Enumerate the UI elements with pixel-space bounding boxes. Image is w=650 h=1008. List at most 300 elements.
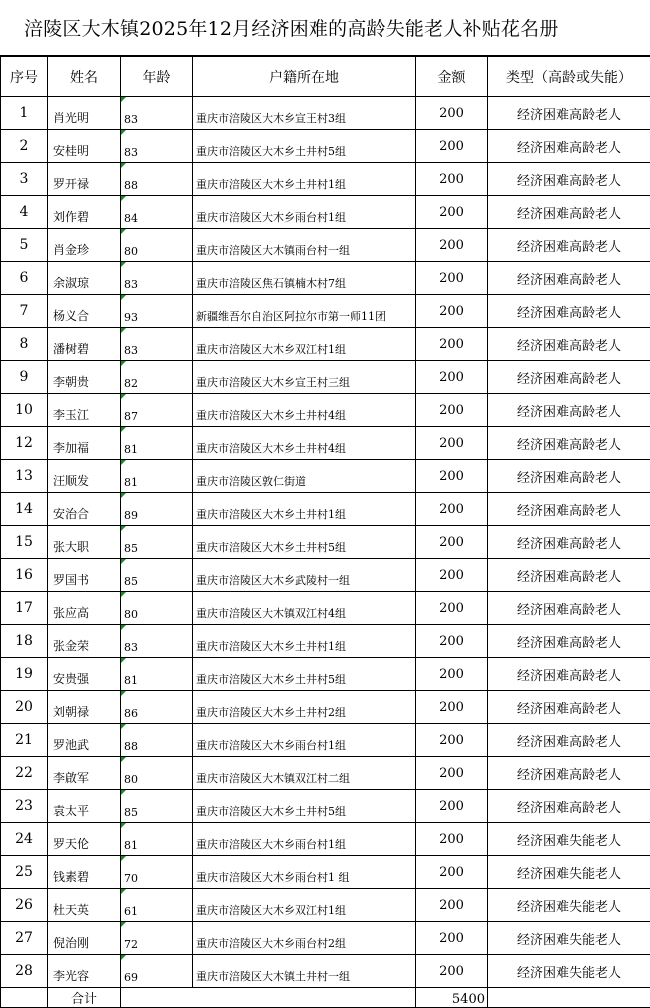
row-address-text: 重庆市涪陵区大木乡土井村1组 <box>196 508 346 521</box>
row-address[interactable] <box>193 196 416 229</box>
row-name-text: 李光容 <box>53 969 90 983</box>
table-row <box>1 229 650 262</box>
row-name[interactable] <box>48 922 121 955</box>
row-name-text: 袁太平 <box>53 804 90 818</box>
row-type-text: 经济困难高龄老人 <box>516 305 621 321</box>
row-amount[interactable] <box>416 97 488 130</box>
row-amount[interactable] <box>416 361 488 394</box>
row-amount[interactable] <box>416 328 488 361</box>
row-amount[interactable] <box>416 394 488 427</box>
header-age: 年龄 <box>121 57 193 97</box>
total-amount: 5400 <box>416 988 488 1008</box>
row-type[interactable] <box>488 790 650 823</box>
row-age[interactable] <box>121 790 193 823</box>
row-amount[interactable] <box>416 790 488 823</box>
row-name[interactable] <box>48 295 121 328</box>
row-type-text: 经济困难失能老人 <box>516 965 621 981</box>
row-address[interactable] <box>193 790 416 823</box>
row-type-text: 经济困难高龄老人 <box>516 536 621 552</box>
row-address[interactable] <box>193 229 416 262</box>
row-age[interactable] <box>121 229 193 262</box>
row-age[interactable] <box>121 757 193 790</box>
row-type[interactable] <box>488 163 650 196</box>
table-row <box>1 196 650 229</box>
row-number-text: 17 <box>15 600 33 616</box>
header-no: 序号 <box>1 57 48 97</box>
table-row <box>1 889 650 922</box>
row-number[interactable] <box>1 724 48 757</box>
row-address-text: 重庆市涪陵区大木乡双江村1组 <box>196 904 346 917</box>
row-age[interactable] <box>121 460 193 493</box>
row-number[interactable] <box>1 97 48 130</box>
row-number-text: 6 <box>19 270 29 286</box>
row-name-text: 杨义合 <box>53 309 90 323</box>
table-row <box>1 790 650 823</box>
row-age-text: 80 <box>124 608 138 621</box>
row-name[interactable] <box>48 163 121 196</box>
row-address[interactable] <box>193 724 416 757</box>
cell-marker-icon <box>121 790 126 795</box>
row-name-text: 罗天伦 <box>53 837 90 851</box>
row-amount[interactable] <box>416 559 488 592</box>
row-type[interactable] <box>488 592 650 625</box>
row-name[interactable] <box>48 394 121 427</box>
row-amount[interactable] <box>416 427 488 460</box>
total-spacer <box>121 988 416 1008</box>
row-age[interactable] <box>121 955 193 988</box>
row-age-text: 61 <box>124 905 138 918</box>
table-row <box>1 856 650 889</box>
row-number-text: 8 <box>19 336 29 352</box>
row-name[interactable] <box>48 691 121 724</box>
row-name[interactable] <box>48 97 121 130</box>
row-address[interactable] <box>193 757 416 790</box>
row-name[interactable] <box>48 724 121 757</box>
row-number[interactable] <box>1 460 48 493</box>
row-number-text: 16 <box>15 567 33 583</box>
row-number[interactable] <box>1 658 48 691</box>
row-address[interactable] <box>193 691 416 724</box>
row-type-text: 经济困难高龄老人 <box>516 668 621 684</box>
row-type[interactable] <box>488 97 650 130</box>
table-row <box>1 658 650 691</box>
row-number[interactable] <box>1 790 48 823</box>
row-address-text: 重庆市涪陵区大木乡武陵村一组 <box>196 574 350 587</box>
row-amount[interactable] <box>416 724 488 757</box>
row-name[interactable] <box>48 328 121 361</box>
row-amount-text: 200 <box>439 732 464 748</box>
row-name[interactable] <box>48 427 121 460</box>
row-type[interactable] <box>488 361 650 394</box>
row-name[interactable] <box>48 823 121 856</box>
row-number-text: 20 <box>15 699 33 715</box>
row-amount[interactable] <box>416 460 488 493</box>
row-age-text: 85 <box>124 575 138 588</box>
row-number[interactable] <box>1 889 48 922</box>
row-address[interactable] <box>193 922 416 955</box>
row-amount[interactable] <box>416 955 488 988</box>
row-number[interactable] <box>1 130 48 163</box>
row-age[interactable] <box>121 526 193 559</box>
row-type-text: 经济困难高龄老人 <box>516 338 621 354</box>
row-age[interactable] <box>121 361 193 394</box>
row-name[interactable] <box>48 559 121 592</box>
header-name: 姓名 <box>48 57 121 97</box>
row-amount[interactable] <box>416 823 488 856</box>
row-address[interactable] <box>193 592 416 625</box>
row-amount-text: 200 <box>439 336 464 352</box>
cell-marker-icon <box>121 196 126 201</box>
row-number-text: 22 <box>15 765 33 781</box>
table-row <box>1 427 650 460</box>
table-row <box>1 526 650 559</box>
row-name[interactable] <box>48 658 121 691</box>
row-name-text: 肖金珍 <box>53 243 90 257</box>
row-type-text: 经济困难失能老人 <box>516 833 621 849</box>
row-name-text: 杜天英 <box>53 903 90 917</box>
row-address-text: 重庆市涪陵区大木乡土井村1组 <box>196 178 346 191</box>
row-age-text: 84 <box>124 212 138 225</box>
cell-marker-icon <box>121 460 126 465</box>
table-row <box>1 559 650 592</box>
row-age[interactable] <box>121 592 193 625</box>
row-number-text: 5 <box>19 237 29 253</box>
row-name[interactable] <box>48 262 121 295</box>
row-number-text: 3 <box>19 171 29 187</box>
row-age-text: 85 <box>124 806 138 819</box>
row-number[interactable] <box>1 229 48 262</box>
row-type-text: 经济困难高龄老人 <box>516 404 621 420</box>
row-type[interactable] <box>488 328 650 361</box>
row-amount-text: 200 <box>439 930 464 946</box>
row-number[interactable] <box>1 394 48 427</box>
row-number[interactable] <box>1 295 48 328</box>
row-number[interactable] <box>1 328 48 361</box>
cell-marker-icon <box>121 526 126 531</box>
row-age[interactable] <box>121 295 193 328</box>
row-amount-text: 200 <box>439 534 464 550</box>
row-address[interactable] <box>193 262 416 295</box>
table-row <box>1 460 650 493</box>
row-age-text: 69 <box>124 971 138 984</box>
row-address[interactable] <box>193 130 416 163</box>
row-address[interactable] <box>193 394 416 427</box>
table-row <box>1 493 650 526</box>
row-age[interactable] <box>121 922 193 955</box>
row-age-text: 83 <box>124 344 138 357</box>
row-amount[interactable] <box>416 691 488 724</box>
row-address[interactable] <box>193 889 416 922</box>
row-age[interactable] <box>121 328 193 361</box>
row-type[interactable] <box>488 130 650 163</box>
row-age[interactable] <box>121 691 193 724</box>
row-address-text: 新疆维吾尔自治区阿拉尔市第一师11团 <box>196 310 386 323</box>
row-amount-text: 200 <box>439 633 464 649</box>
row-address[interactable] <box>193 559 416 592</box>
row-age[interactable] <box>121 856 193 889</box>
row-address[interactable] <box>193 97 416 130</box>
row-type[interactable] <box>488 757 650 790</box>
row-address[interactable] <box>193 460 416 493</box>
cell-marker-icon <box>121 823 126 828</box>
row-type[interactable] <box>488 955 650 988</box>
row-number[interactable] <box>1 493 48 526</box>
row-amount-text: 200 <box>439 897 464 913</box>
row-type[interactable] <box>488 922 650 955</box>
row-name-text: 张应高 <box>53 606 90 620</box>
row-type-text: 经济困难高龄老人 <box>516 173 621 189</box>
table-row <box>1 922 650 955</box>
row-address[interactable] <box>193 856 416 889</box>
row-age[interactable] <box>121 130 193 163</box>
row-address[interactable] <box>193 163 416 196</box>
row-age[interactable] <box>121 823 193 856</box>
row-address-text: 重庆市涪陵区大木乡土井村5组 <box>196 673 346 686</box>
row-number[interactable] <box>1 856 48 889</box>
cell-marker-icon <box>121 955 126 960</box>
row-type-text: 经济困难高龄老人 <box>516 107 621 123</box>
row-age[interactable] <box>121 493 193 526</box>
row-amount-text: 200 <box>439 699 464 715</box>
row-address-text: 重庆市涪陵区大木乡土井村5组 <box>196 541 346 554</box>
row-number-text: 14 <box>15 501 33 517</box>
row-name[interactable] <box>48 757 121 790</box>
row-address[interactable] <box>193 295 416 328</box>
row-type[interactable] <box>488 559 650 592</box>
row-name[interactable] <box>48 889 121 922</box>
row-address[interactable] <box>193 361 416 394</box>
row-number[interactable] <box>1 163 48 196</box>
row-address[interactable] <box>193 955 416 988</box>
row-type[interactable] <box>488 856 650 889</box>
row-type-text: 经济困难高龄老人 <box>516 602 621 618</box>
cell-marker-icon <box>121 559 126 564</box>
row-number-text: 25 <box>15 864 33 880</box>
row-amount[interactable] <box>416 889 488 922</box>
row-address-text: 重庆市涪陵区大木镇雨台村一组 <box>196 244 350 257</box>
row-address[interactable] <box>193 823 416 856</box>
row-number-text: 15 <box>15 534 33 550</box>
row-name-text: 安桂明 <box>53 144 90 158</box>
cell-marker-icon <box>121 493 126 498</box>
header-amount: 金额 <box>416 57 488 97</box>
row-age[interactable] <box>121 724 193 757</box>
row-amount-text: 200 <box>439 831 464 847</box>
row-name-text: 罗国书 <box>53 573 90 587</box>
header-type: 类型（高龄或失能） <box>488 57 650 97</box>
total-row <box>1 988 650 1008</box>
row-address-text: 重庆市涪陵区大木乡雨台村1组 <box>196 739 346 752</box>
row-number[interactable] <box>1 361 48 394</box>
row-age[interactable] <box>121 559 193 592</box>
row-number[interactable] <box>1 625 48 658</box>
row-number[interactable] <box>1 262 48 295</box>
row-number[interactable] <box>1 559 48 592</box>
cell-marker-icon <box>121 163 126 168</box>
row-name-text: 安贵强 <box>53 672 90 686</box>
row-amount[interactable] <box>416 757 488 790</box>
row-type-text: 经济困难失能老人 <box>516 932 621 948</box>
row-amount[interactable] <box>416 196 488 229</box>
row-name[interactable] <box>48 625 121 658</box>
row-name-text: 刘作碧 <box>53 210 90 224</box>
total-type-empty <box>488 988 650 1008</box>
row-address[interactable] <box>193 427 416 460</box>
row-amount[interactable] <box>416 130 488 163</box>
cell-marker-icon <box>121 394 126 399</box>
row-type-text: 经济困难高龄老人 <box>516 239 621 255</box>
cell-marker-icon <box>121 658 126 663</box>
row-type[interactable] <box>488 889 650 922</box>
row-amount-text: 200 <box>439 171 464 187</box>
table-row <box>1 625 650 658</box>
row-address[interactable] <box>193 658 416 691</box>
row-number-text: 9 <box>19 369 29 385</box>
row-address-text: 重庆市涪陵区敦仁街道 <box>196 475 306 488</box>
row-name[interactable] <box>48 790 121 823</box>
table-row <box>1 295 650 328</box>
row-name[interactable] <box>48 955 121 988</box>
header-address: 户籍所在地 <box>193 57 416 97</box>
cell-marker-icon <box>121 427 126 432</box>
row-type[interactable] <box>488 658 650 691</box>
row-type-text: 经济困难高龄老人 <box>516 569 621 585</box>
row-age[interactable] <box>121 262 193 295</box>
row-name[interactable] <box>48 229 121 262</box>
row-name[interactable] <box>48 361 121 394</box>
row-age-text: 83 <box>124 278 138 291</box>
row-amount[interactable] <box>416 592 488 625</box>
row-amount[interactable] <box>416 922 488 955</box>
row-number-text: 19 <box>15 666 33 682</box>
row-name[interactable] <box>48 196 121 229</box>
row-address-text: 重庆市涪陵区大木乡土井村2组 <box>196 706 346 719</box>
row-type[interactable] <box>488 394 650 427</box>
row-age-text: 82 <box>124 377 138 390</box>
row-type[interactable] <box>488 526 650 559</box>
subsidy-table <box>0 56 650 1008</box>
row-amount[interactable] <box>416 526 488 559</box>
row-amount[interactable] <box>416 856 488 889</box>
table-row <box>1 724 650 757</box>
row-address[interactable] <box>193 625 416 658</box>
row-number[interactable] <box>1 757 48 790</box>
row-amount[interactable] <box>416 262 488 295</box>
row-age-text: 81 <box>124 839 138 852</box>
row-age[interactable] <box>121 625 193 658</box>
row-number[interactable] <box>1 922 48 955</box>
row-number[interactable] <box>1 691 48 724</box>
row-number-text: 21 <box>15 732 33 748</box>
row-number-text: 12 <box>15 435 33 451</box>
row-type[interactable] <box>488 724 650 757</box>
table-row <box>1 823 650 856</box>
row-age[interactable] <box>121 97 193 130</box>
row-amount-text: 200 <box>439 270 464 286</box>
row-address-text: 重庆市涪陵区大木乡雨台村2组 <box>196 937 346 950</box>
row-age[interactable] <box>121 889 193 922</box>
row-address-text: 重庆市涪陵区大木乡土井村1组 <box>196 640 346 653</box>
row-name-text: 安治合 <box>53 507 90 521</box>
row-name[interactable] <box>48 460 121 493</box>
row-name[interactable] <box>48 592 121 625</box>
row-type[interactable] <box>488 625 650 658</box>
row-amount-text: 200 <box>439 567 464 583</box>
row-number[interactable] <box>1 955 48 988</box>
row-name[interactable] <box>48 856 121 889</box>
row-amount[interactable] <box>416 163 488 196</box>
row-number-text: 13 <box>15 468 33 484</box>
row-number[interactable] <box>1 196 48 229</box>
row-address[interactable] <box>193 526 416 559</box>
row-type[interactable] <box>488 691 650 724</box>
row-address[interactable] <box>193 328 416 361</box>
row-name[interactable] <box>48 130 121 163</box>
row-name[interactable] <box>48 526 121 559</box>
row-name[interactable] <box>48 493 121 526</box>
row-age[interactable] <box>121 163 193 196</box>
row-type[interactable] <box>488 262 650 295</box>
row-number[interactable] <box>1 823 48 856</box>
row-type[interactable] <box>488 460 650 493</box>
row-name-text: 倪治刚 <box>53 936 90 950</box>
row-type[interactable] <box>488 295 650 328</box>
row-number-text: 2 <box>19 138 29 154</box>
cell-marker-icon <box>121 130 126 135</box>
row-type-text: 经济困难高龄老人 <box>516 800 621 816</box>
row-name-text: 肖光明 <box>53 111 90 125</box>
row-age[interactable] <box>121 658 193 691</box>
row-number-text: 28 <box>15 963 33 979</box>
row-type[interactable] <box>488 493 650 526</box>
row-age-text: 93 <box>124 311 138 324</box>
row-address[interactable] <box>193 493 416 526</box>
row-age-text: 81 <box>124 476 138 489</box>
row-name-text: 罗开禄 <box>53 177 90 191</box>
row-age-text: 88 <box>124 740 138 753</box>
row-amount-text: 200 <box>439 864 464 880</box>
row-type[interactable] <box>488 823 650 856</box>
row-amount[interactable] <box>416 493 488 526</box>
row-number[interactable] <box>1 592 48 625</box>
row-name-text: 李加福 <box>53 441 90 455</box>
row-type-text: 经济困难高龄老人 <box>516 206 621 222</box>
row-amount[interactable] <box>416 658 488 691</box>
row-age-text: 87 <box>124 410 138 423</box>
row-type[interactable] <box>488 196 650 229</box>
row-amount[interactable] <box>416 295 488 328</box>
page-title: 涪陵区大木镇2025年12月经济困难的高龄失能老人补贴花名册 <box>0 0 650 56</box>
table-row <box>1 394 650 427</box>
row-type[interactable] <box>488 229 650 262</box>
row-amount-text: 200 <box>439 303 464 319</box>
row-type-text: 经济困难高龄老人 <box>516 437 621 453</box>
row-age[interactable] <box>121 394 193 427</box>
row-type[interactable] <box>488 427 650 460</box>
row-number[interactable] <box>1 427 48 460</box>
row-number-text: 27 <box>15 930 33 946</box>
cell-marker-icon <box>121 361 126 366</box>
row-number[interactable] <box>1 526 48 559</box>
row-age[interactable] <box>121 196 193 229</box>
row-type-text: 经济困难高龄老人 <box>516 272 621 288</box>
row-name-text: 李朝贵 <box>53 375 90 389</box>
row-amount[interactable] <box>416 229 488 262</box>
row-name-text: 余淑琼 <box>53 276 90 290</box>
row-address-text: 重庆市涪陵区大木乡土井村4组 <box>196 442 346 455</box>
row-age[interactable] <box>121 427 193 460</box>
row-amount[interactable] <box>416 625 488 658</box>
